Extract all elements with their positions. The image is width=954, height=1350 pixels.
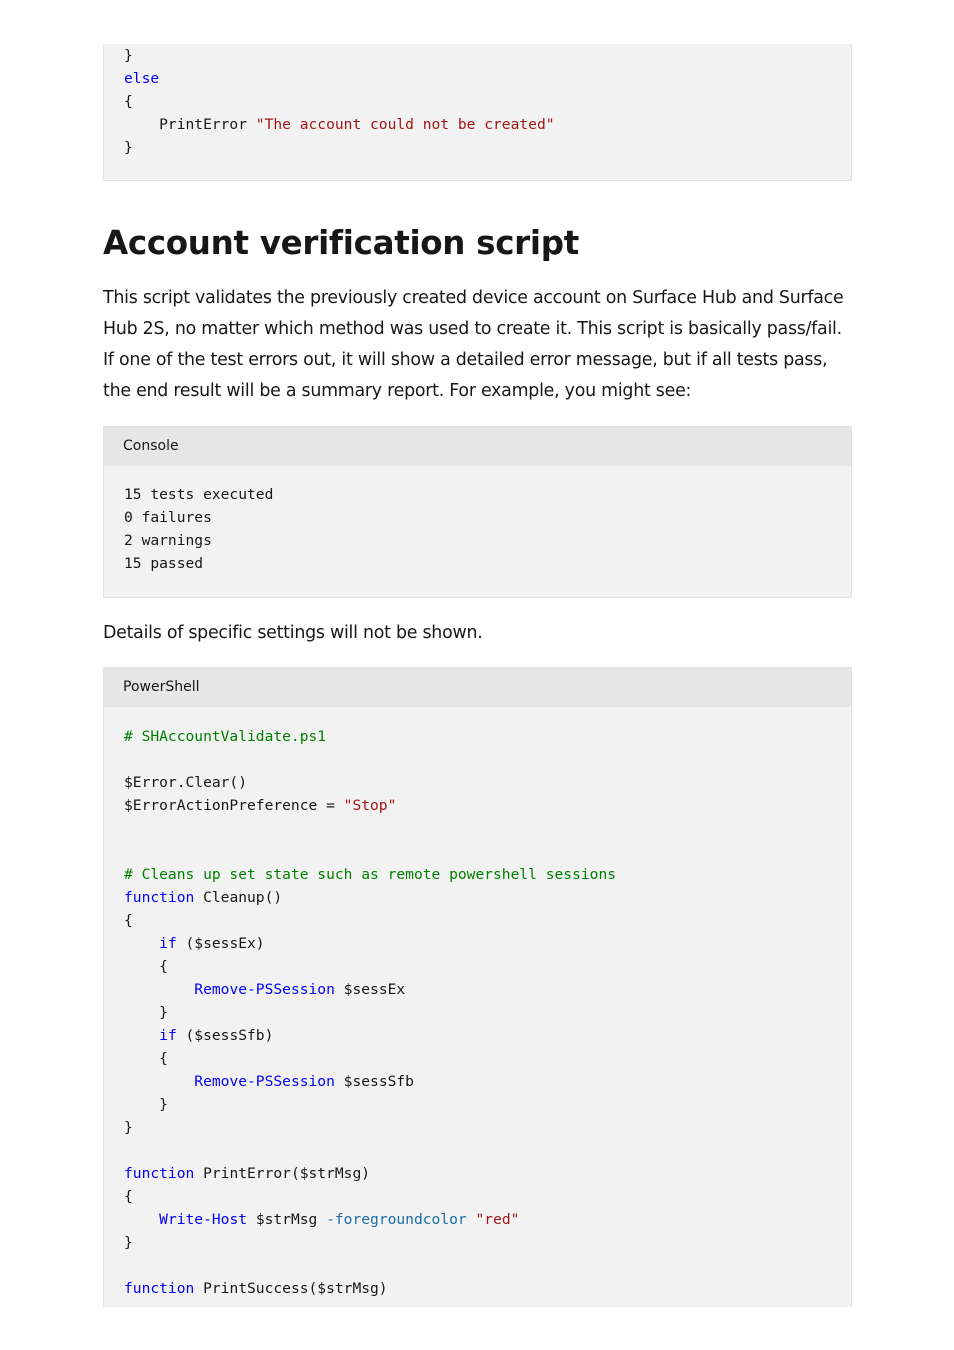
- code-token-kw: if: [159, 935, 177, 952]
- code-token: 15 passed: [124, 555, 204, 572]
- code-token: [124, 935, 159, 952]
- code-language-label: Console: [104, 427, 851, 466]
- code-line: [124, 1165, 370, 1182]
- code-token: {: [124, 958, 168, 975]
- code-token: }: [124, 1096, 168, 1113]
- code-token-param: -foregroundcolor: [326, 1211, 467, 1228]
- code-token: PrintSuccess($strMsg): [194, 1280, 388, 1297]
- code-line: [124, 958, 168, 975]
- code-token-cm: # Cleans up set state such as remote powershell sessions: [124, 866, 617, 883]
- code-line: [124, 797, 396, 814]
- code-line: [124, 866, 616, 883]
- code-line: [124, 70, 159, 87]
- code-token-str: "The account could not be created": [255, 116, 555, 133]
- code-line: [124, 509, 212, 526]
- top-code-content: [104, 44, 851, 159]
- code-token-str: "Stop": [343, 797, 397, 814]
- code-line: [124, 93, 133, 110]
- code-line: [124, 1211, 519, 1228]
- code-token: {: [124, 1188, 133, 1205]
- code-token-cmd: Remove-PSSession: [194, 981, 335, 998]
- code-line: [124, 912, 133, 929]
- code-token: PrintError($strMsg): [194, 1165, 371, 1182]
- code-token-kw: if: [159, 1027, 177, 1044]
- code-token: $sessSfb: [334, 1073, 414, 1090]
- code-line: [124, 1119, 133, 1136]
- code-line: [124, 116, 555, 133]
- code-token: ($sessSfb): [176, 1027, 274, 1044]
- code-line: [124, 1280, 388, 1297]
- code-token: $ErrorActionPreference =: [124, 797, 344, 814]
- code-token: Cleanup(): [194, 889, 283, 906]
- code-line: [124, 728, 326, 745]
- details-paragraph: Details of specific settings will not be shown.: [103, 623, 483, 643]
- code-token: $Error.Clear(): [124, 774, 248, 791]
- code-token: $strMsg: [247, 1211, 327, 1228]
- code-token: }: [124, 1234, 133, 1251]
- code-token: [124, 981, 194, 998]
- code-line: [124, 1050, 168, 1067]
- code-token-str: "red": [475, 1211, 520, 1228]
- console-code-block: [103, 426, 852, 598]
- code-token: }: [124, 1004, 168, 1021]
- code-token: ($sessEx): [176, 935, 265, 952]
- code-token: }: [124, 47, 133, 64]
- code-line: [124, 1096, 168, 1113]
- code-line: [124, 532, 212, 549]
- code-token: [124, 1073, 194, 1090]
- code-language-label: PowerShell: [104, 668, 851, 707]
- code-token: PrintError: [124, 116, 256, 133]
- code-line: [124, 486, 273, 503]
- code-line: [124, 981, 405, 998]
- code-line: [124, 1188, 133, 1205]
- code-token-cmd: Remove-PSSession: [194, 1073, 335, 1090]
- code-token: 0 failures: [124, 509, 212, 526]
- code-token: {: [124, 1050, 168, 1067]
- code-token-kw: else: [124, 70, 160, 87]
- code-token-kw: function: [124, 1165, 195, 1182]
- console-code-content: [104, 466, 851, 575]
- code-token-kw: function: [124, 1280, 195, 1297]
- code-token: }: [124, 1119, 133, 1136]
- code-line: [124, 935, 265, 952]
- code-token: {: [124, 93, 133, 110]
- powershell-code-block: [103, 667, 852, 1307]
- code-token: $sessEx: [334, 981, 406, 998]
- code-token-cm: # SHAccountValidate.ps1: [124, 728, 327, 745]
- code-line: [124, 47, 133, 64]
- code-line: [124, 139, 133, 156]
- code-token-kw: function: [124, 889, 195, 906]
- code-token: }: [124, 139, 133, 156]
- code-token: 2 warnings: [124, 532, 212, 549]
- code-token: [124, 1211, 159, 1228]
- code-token: [467, 1211, 476, 1228]
- powershell-code-content: [104, 707, 851, 1300]
- top-code-block: [103, 44, 852, 181]
- code-line: [124, 774, 247, 791]
- intro-paragraph: This script validates the previously created device account on Surface Hub and Surface Hub 2S, no matter which method was used to create it. This script is basically pass/fail. If one of the test errors out, it will show a detailed error message, but if all tests pass, the end result will be a summary report. For example, you might see:: [103, 288, 844, 401]
- section-heading: Account verification script: [103, 224, 579, 262]
- code-line: [124, 1027, 273, 1044]
- code-line: [124, 1073, 414, 1090]
- code-line: [124, 555, 203, 572]
- code-token: [124, 1027, 159, 1044]
- code-line: [124, 1234, 133, 1251]
- code-line: [124, 1004, 168, 1021]
- code-token-cmd: Write-Host: [159, 1211, 248, 1228]
- code-line: [124, 889, 282, 906]
- code-token: {: [124, 912, 133, 929]
- code-token: 15 tests executed: [124, 486, 274, 503]
